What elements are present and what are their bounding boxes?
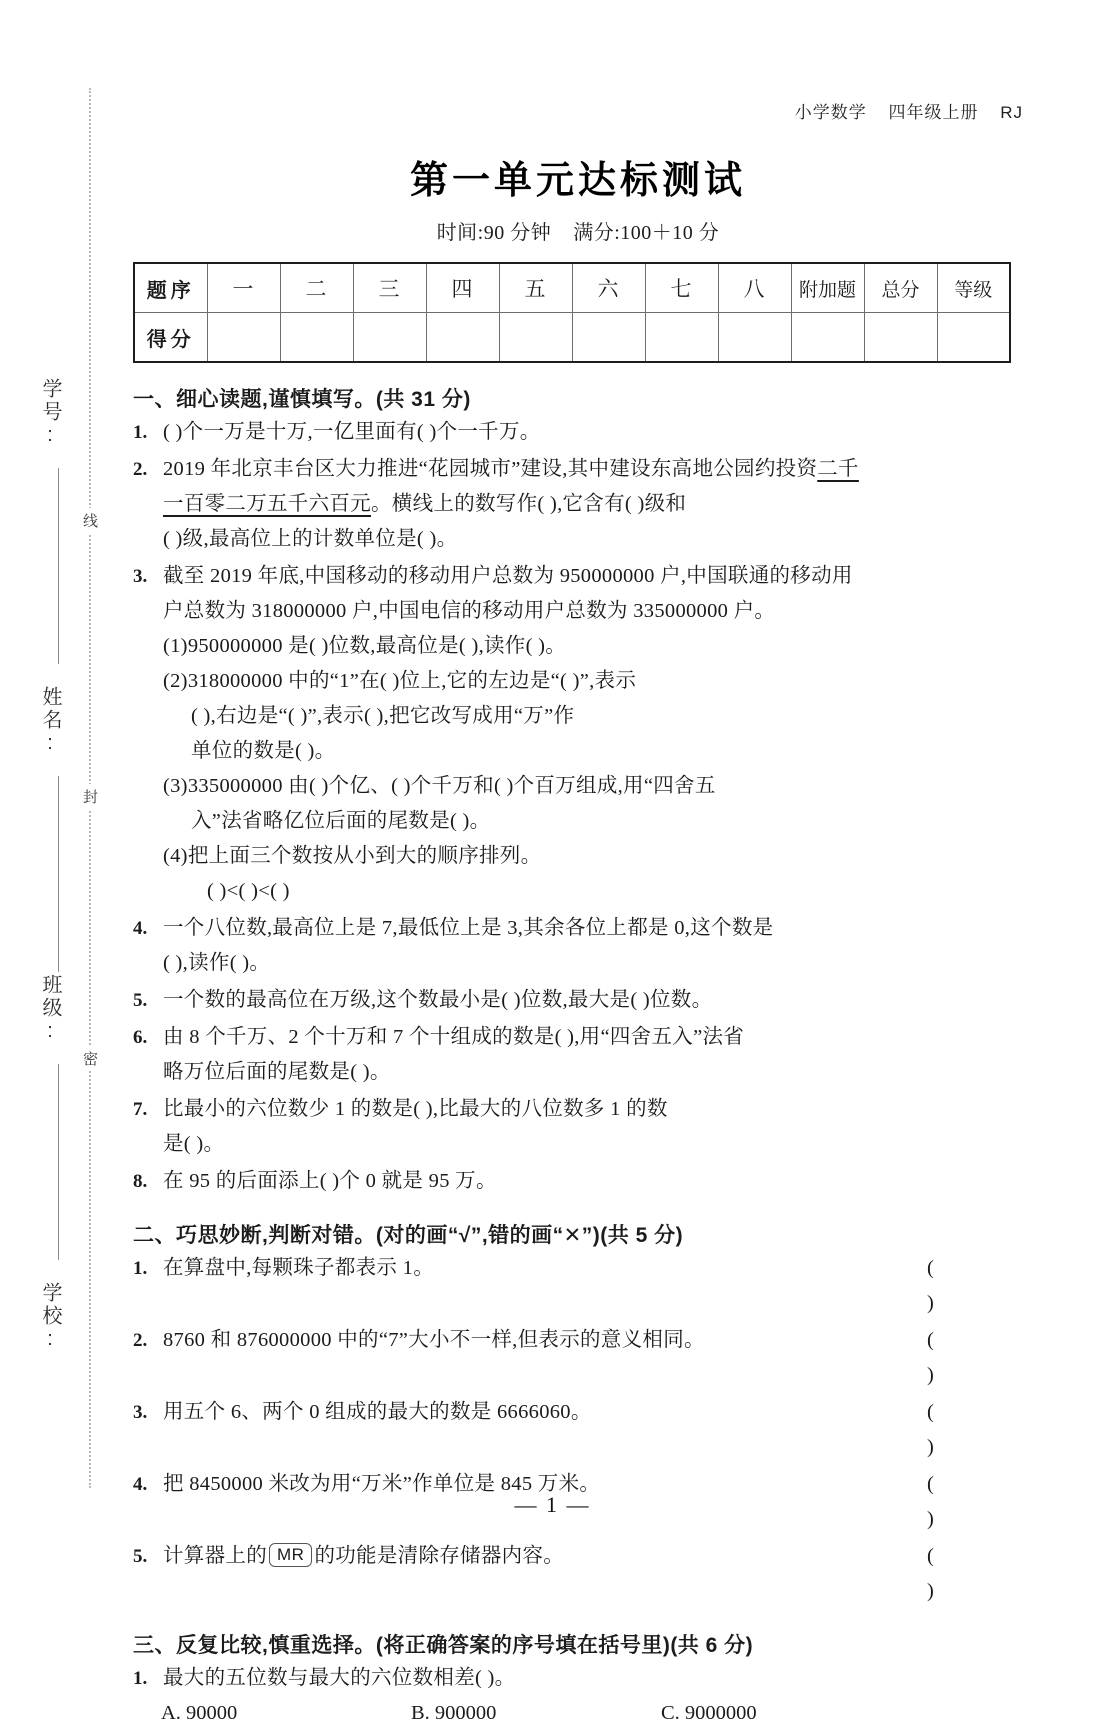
exam-time: 时间:90 分钟 — [436, 222, 552, 244]
question-3-sub-2 — [163, 664, 1023, 699]
score-cell-grade[interactable] — [937, 313, 1010, 363]
tf-answer-paren[interactable]: ( ) — [927, 1401, 964, 1458]
question-3-sub-3-line-2: 入”法省略亿位后面的尾数是( )。 — [191, 810, 491, 832]
question-3-sub-1 — [163, 629, 1023, 664]
tf-text-after: 的功能是清除存储器内容。 — [314, 1545, 565, 1567]
margin-divider-line — [58, 468, 59, 664]
score-cell-3[interactable] — [353, 313, 426, 363]
score-col-6: 六 — [572, 263, 645, 313]
book-grade: 四年级上册 — [888, 103, 979, 122]
seal-char-xian: 线 — [79, 508, 100, 533]
question-text-line-2: 一百零二万五千六百元。横线上的数写作( ),它含有( )级和 — [163, 493, 687, 515]
tf-text: 把 8450000 米改为用“万米”作单位是 845 万米。 — [163, 1473, 601, 1495]
question-number: 2. — [133, 459, 148, 480]
question-4 — [133, 911, 1023, 981]
page-title: 第一单元达标测试 — [409, 160, 746, 202]
question-text-line-3: ( )级,最高位上的计数单位是( )。 — [163, 528, 458, 550]
margin-divider-line — [58, 776, 59, 972]
score-col-bonus: 附加题 — [791, 263, 864, 313]
score-col-grade: 等级 — [937, 263, 1010, 313]
seal-char-mi: 密 — [79, 1046, 100, 1071]
score-table — [133, 262, 1011, 363]
question-text-line-1: 比最小的六位数少 1 的数是( ),比最大的八位数多 1 的数 — [163, 1098, 668, 1120]
question-3-sub-2-line-3: 单位的数是( )。 — [191, 740, 336, 762]
question-number: 8. — [133, 1171, 148, 1192]
score-col-1: 一 — [207, 263, 280, 313]
tf-text: 8760 和 876000000 中的“7”大小不一样,但表示的意义相同。 — [163, 1329, 705, 1351]
score-col-2: 二 — [280, 263, 353, 313]
tf-item-1 — [133, 1251, 1023, 1321]
score-cell-5[interactable] — [499, 313, 572, 363]
score-cell-2[interactable] — [280, 313, 353, 363]
question-number: 4. — [133, 918, 148, 939]
tf-item-5 — [133, 1539, 1023, 1609]
question-text-line-2: 户总数为 318000000 户,中国电信的移动用户总数为 335000000 户。 — [163, 600, 776, 622]
tf-answer-paren[interactable]: ( ) — [927, 1329, 964, 1386]
sub-text: 318000000 中的“1”在( )位上,它的左边是“( )”,表示 — [187, 670, 637, 692]
question-number: 1. — [133, 1258, 148, 1279]
sub-label: (1) — [163, 635, 188, 657]
question-text-line-1 — [163, 452, 1023, 487]
tf-answer-paren[interactable]: ( ) — [927, 1473, 964, 1530]
tf-text: 用五个 6、两个 0 组成的最大的数是 6666060。 — [163, 1401, 592, 1423]
seal-char-feng: 封 — [79, 784, 100, 809]
exam-meta — [133, 216, 1023, 245]
question-text: ( )个一万是十万,一亿里面有( )个一千万。 — [163, 421, 541, 443]
question-5 — [133, 983, 1023, 1018]
mc-options — [133, 1696, 1023, 1731]
mc-option-b[interactable]: B. 900000 — [411, 1702, 497, 1724]
mc-stem: 最大的五位数与最大的六位数相差( )。 — [163, 1667, 516, 1689]
question-text: 在 95 的后面添上( )个 0 就是 95 万。 — [163, 1170, 497, 1192]
underlined-number-part-1: 二千 — [817, 458, 859, 480]
score-col-8: 八 — [718, 263, 791, 313]
score-table-row-label-score: 得分 — [134, 313, 207, 363]
question-text-line-2: ( ),读作( )。 — [163, 952, 271, 974]
question-3-sub-3 — [163, 769, 1023, 804]
question-2 — [133, 452, 1023, 557]
question-number: 3. — [133, 566, 148, 587]
margin-label-school: 学校: — [39, 1282, 61, 1353]
question-text-line-1: 由 8 个千万、2 个十万和 7 个十组成的数是( ),用“四舍五入”法省 — [163, 1026, 745, 1048]
question-number: 5. — [133, 1546, 148, 1567]
section-heading-two: 二、巧思妙断,判断对错。(对的画“√”,错的画“✕”)(共 5 分) — [133, 1224, 684, 1247]
margin-label-student-id: 学号: — [39, 378, 61, 449]
question-text-line-1: 一个八位数,最高位上是 7,最低位上是 3,其余各位上都是 0,这个数是 — [163, 917, 774, 939]
calculator-mr-key: MR — [269, 1543, 312, 1567]
score-table-row-label-order: 题序 — [134, 263, 207, 313]
worksheet-page — [133, 0, 1023, 1731]
question-number: 4. — [133, 1474, 148, 1495]
score-cell-total[interactable] — [864, 313, 937, 363]
question-text-line-1: 截至 2019 年底,中国移动的移动用户总数为 950000000 户,中国联通的移动用 — [163, 565, 853, 587]
tf-text-before: 计算器上的 — [163, 1545, 267, 1567]
question-number: 2. — [133, 1330, 148, 1351]
question-3-sub-4 — [163, 839, 1023, 874]
sub-text: 335000000 由( )个亿、( )个千万和( )个百万组成,用“四舍五 — [187, 775, 716, 797]
question-3-sub-2-line-2: ( ),右边是“( )”,表示( ),把它改写成用“万”作 — [191, 705, 575, 727]
sub-label: (2) — [163, 670, 188, 692]
score-cell-1[interactable] — [207, 313, 280, 363]
question-3 — [133, 559, 1023, 909]
score-col-3: 三 — [353, 263, 426, 313]
question-7 — [133, 1092, 1023, 1162]
book-edition: RJ — [1000, 103, 1023, 122]
score-cell-bonus[interactable] — [791, 313, 864, 363]
question-text: 一个数的最高位在万级,这个数最小是( )位数,最大是( )位数。 — [163, 989, 713, 1011]
question-number: 1. — [133, 422, 148, 443]
question-number: 7. — [133, 1099, 148, 1120]
margin-label-name: 姓名: — [39, 686, 61, 757]
sub-label: (3) — [163, 775, 188, 797]
sub-text: 950000000 是( )位数,最高位是( ),读作( )。 — [187, 635, 567, 657]
section-heading-one: 一、细心读题,谨慎填写。(共 31 分) — [133, 388, 471, 411]
sub-label: (4) — [163, 845, 188, 867]
question-3-sub-4-line-2: ( )<( )<( ) — [207, 880, 290, 902]
question-1 — [133, 415, 1023, 450]
score-cell-4[interactable] — [426, 313, 499, 363]
tf-answer-paren[interactable]: ( ) — [927, 1545, 964, 1602]
score-cell-8[interactable] — [718, 313, 791, 363]
mc-option-c[interactable]: C. 9000000 — [661, 1702, 757, 1724]
book-header — [133, 98, 1023, 123]
question-number: 1. — [133, 1668, 148, 1689]
tf-item-3 — [133, 1395, 1023, 1465]
margin-label-class: 班级: — [39, 974, 61, 1045]
score-col-5: 五 — [499, 263, 572, 313]
mc-option-a[interactable]: A. 90000 — [161, 1702, 238, 1724]
question-number: 3. — [133, 1402, 148, 1423]
score-col-4: 四 — [426, 263, 499, 313]
page-number: — 1 — — [514, 1492, 591, 1517]
score-cell-6[interactable] — [572, 313, 645, 363]
section-heading-three: 三、反复比较,慎重选择。(将正确答案的序号填在括号里)(共 6 分) — [133, 1634, 754, 1657]
tf-text — [163, 1539, 917, 1574]
tf-text: 在算盘中,每颗珠子都表示 1。 — [163, 1257, 434, 1279]
exam-full-score: 满分:100＋10 分 — [573, 222, 720, 244]
book-subject: 小学数学 — [794, 103, 867, 122]
tf-item-2 — [133, 1323, 1023, 1393]
question-text-line-2: 是( )。 — [163, 1133, 225, 1155]
question-number: 5. — [133, 990, 148, 1011]
question-number: 6. — [133, 1027, 148, 1048]
score-col-total: 总分 — [864, 263, 937, 313]
score-table-header-row — [134, 263, 1010, 313]
underlined-number-part-2: 一百零二万五千六百元 — [163, 493, 371, 515]
sub-text: 把上面三个数按从小到大的顺序排列。 — [187, 845, 542, 867]
mc-item-1 — [133, 1661, 1023, 1696]
score-table-value-row — [134, 313, 1010, 363]
margin-divider-line — [58, 1064, 59, 1260]
question-6 — [133, 1020, 1023, 1090]
tf-answer-paren[interactable]: ( ) — [927, 1257, 964, 1314]
question-8 — [133, 1164, 1023, 1199]
question-text-line-2: 略万位后面的尾数是( )。 — [163, 1061, 391, 1083]
q2-l1: 2019 年北京丰台区大力推进“花园城市”建设,其中建设东高地公园约投资二千 — [163, 458, 859, 480]
score-cell-7[interactable] — [645, 313, 718, 363]
score-col-7: 七 — [645, 263, 718, 313]
